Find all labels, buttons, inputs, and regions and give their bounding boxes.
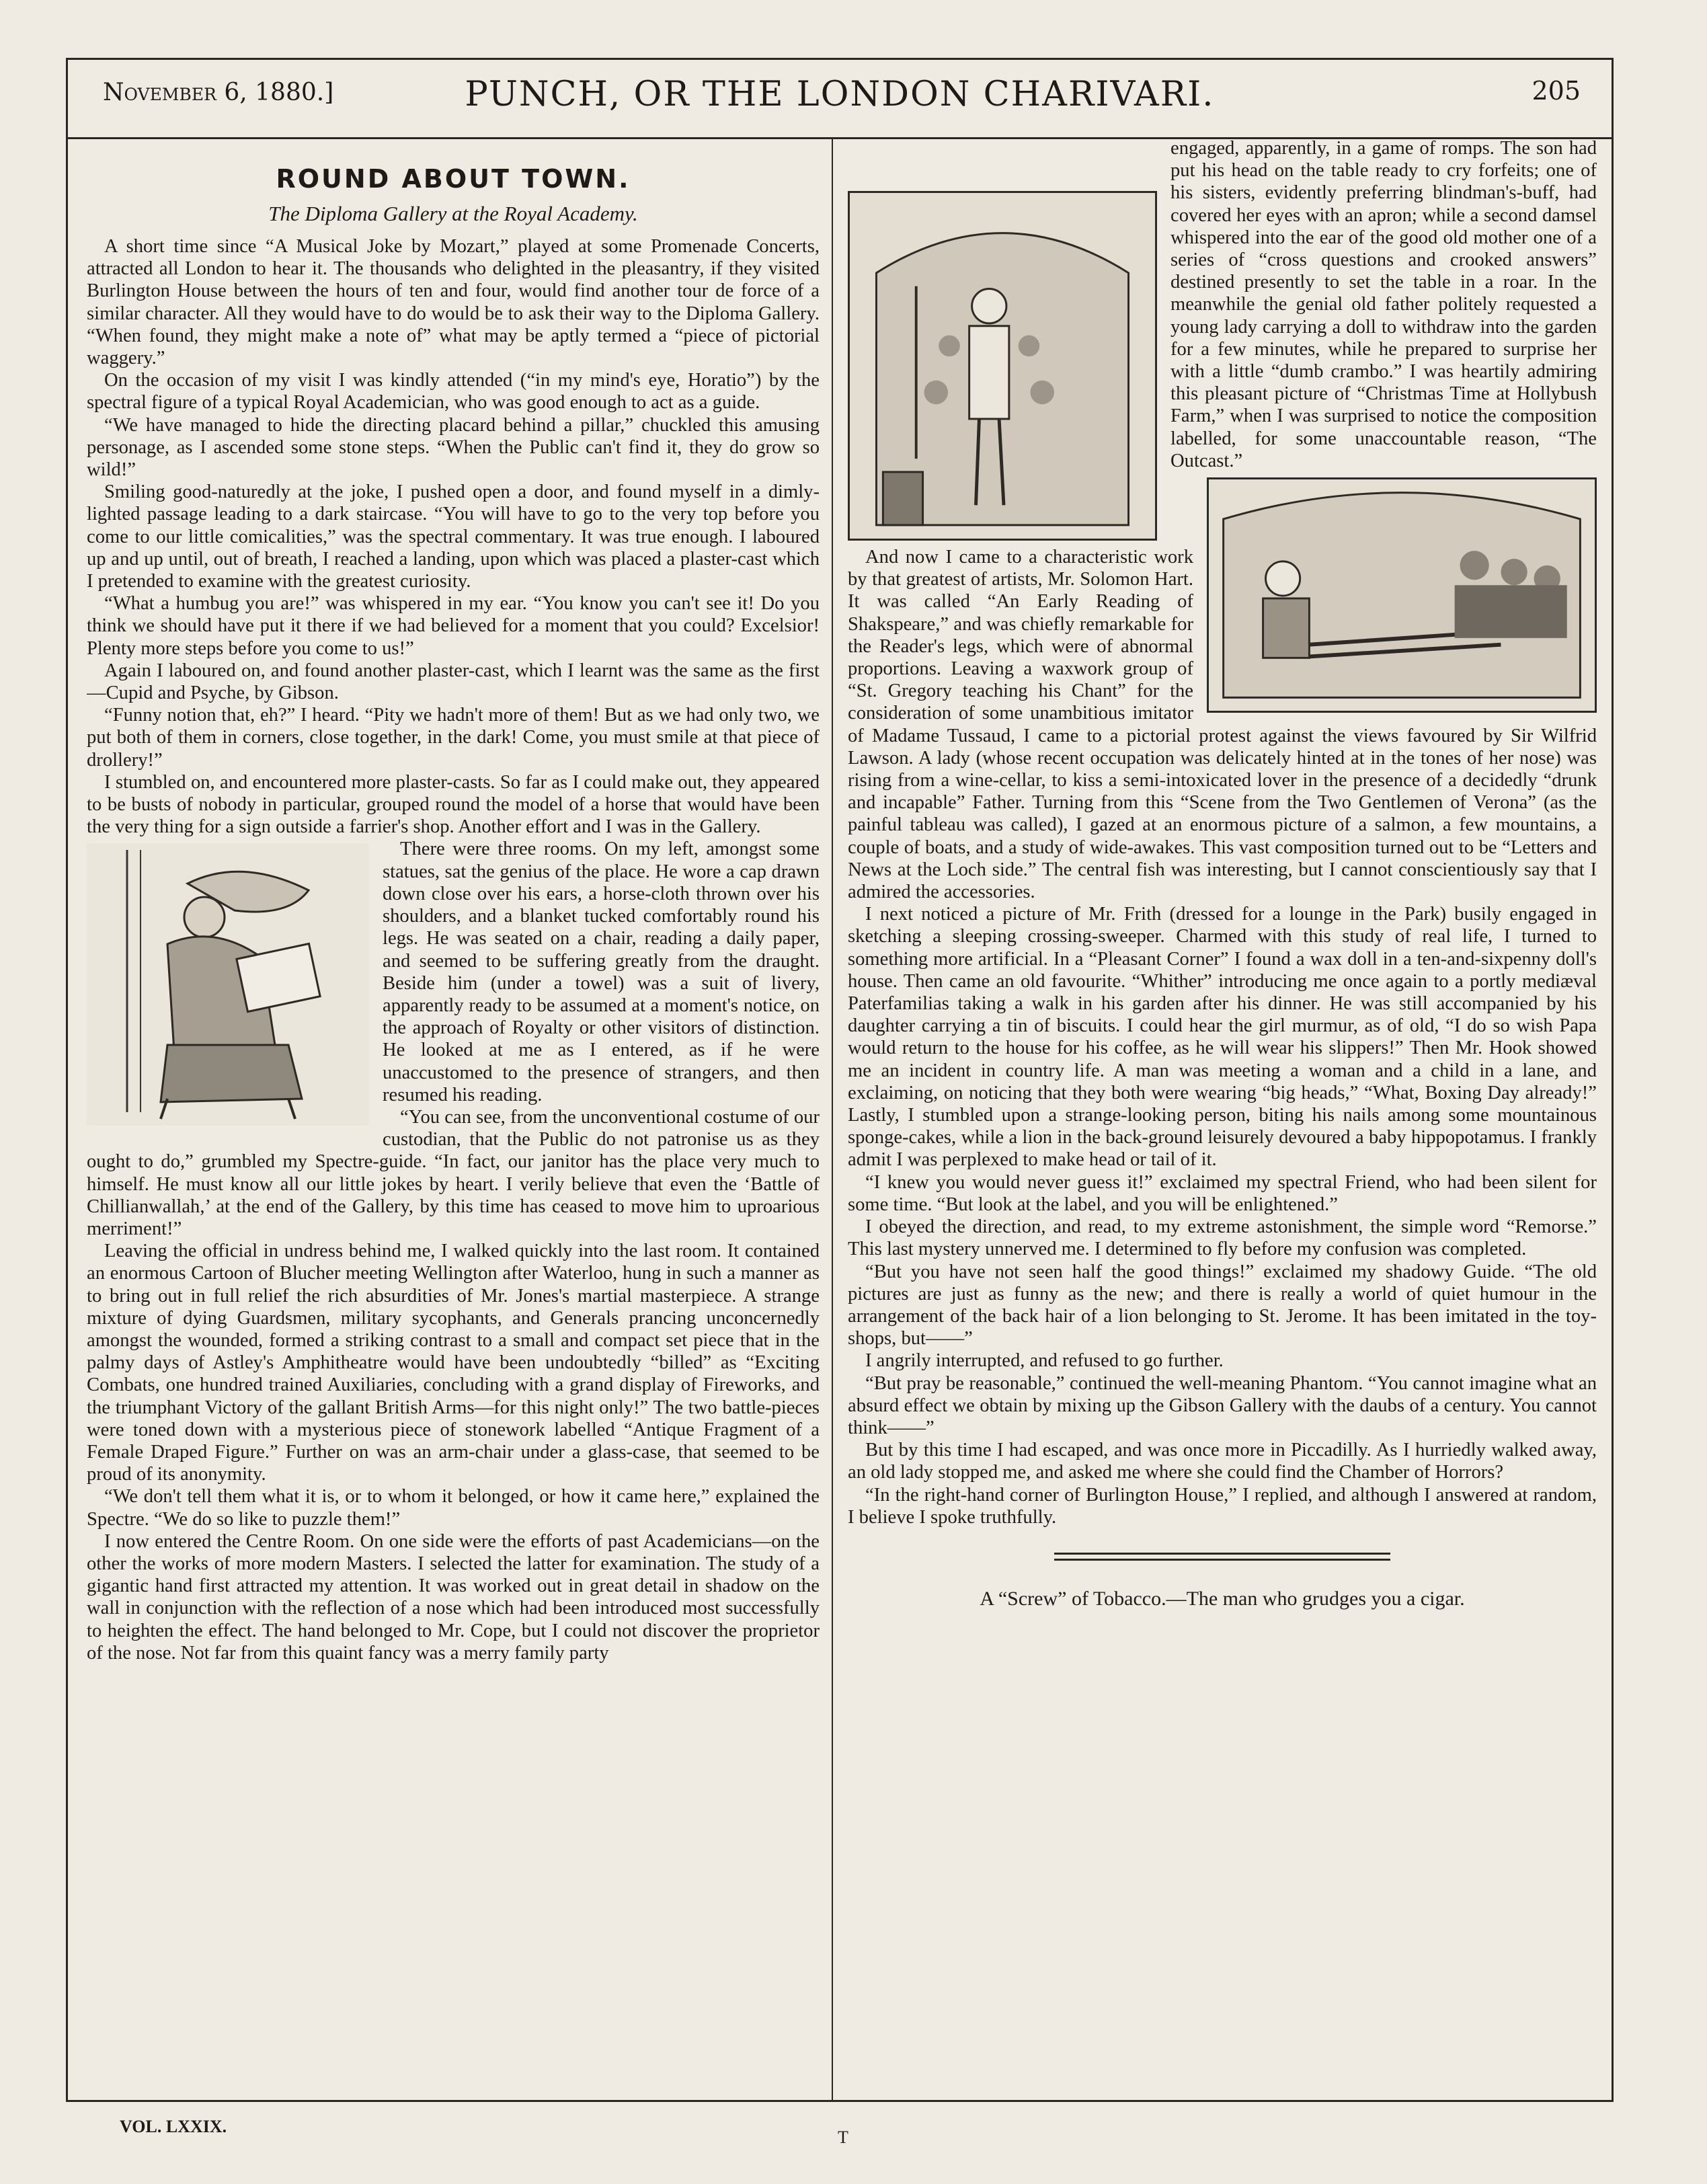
paragraph: “You can see, from the unconventional costume of our custodian, that the Public do not patronise us as they ought to do,” grumbled my Spectre-guide. “In fact, our janitor has the place very much to himself. He must know all our little jokes by heart. I verily believe that even the ‘Battle of Chillianwallah,’ at the end of the Gallery, by this time has ceased to move him to uproarious merriment!” <box>87 1106 820 1239</box>
left-column <box>87 137 820 2087</box>
column-rule <box>832 137 833 2100</box>
filler-paragraph: A “Screw” of Tobacco.—The man who grudges you a cigar. <box>980 1587 1465 1610</box>
page-frame <box>66 58 1614 2102</box>
paragraph: I next noticed a picture of Mr. Frith (dressed for a lounge in the Park) busily engaged in sketching a sleeping crossing-sweeper. Charmed with this study of real life, I turned to something more artificial. In a “Pleasant Corner” I found a wax doll in a ten-and-sixpenny doll's house. Then came an old favourite. “Whither” introducing me once again to a portly mediæval Paterfamilias taking a walk in his garden after his dinner. He was still accompanied by his daughter carrying a tin of biscuits. I could hear the girl murmur, as of old, “I do so wish Papa would return to the house for his coffee, as he will wear his slippers!” Then Mr. Hook showed me an incident in country life. A man was meeting a woman and a child in a lane, and exclaiming, on noticing that they both were wearing “big heads,” “What, Boxing Day already!” Lastly, I stumbled upon a strange-looking person, biting his nails among some mountainous sponge-cakes, while a lion in the back-ground leisurely devoured a baby hippopotamus. I frankly admit I was perplexed to make head or tail of it. <box>848 904 1597 1171</box>
paragraph: A short time since “A Musical Joke by Mozart,” played at some Promenade Concerts, attracted all London to hear it. The thousands who delighted in the pleasantry, if they visited Burlington House between the hours of ten and four, would find another tour de force of a similar character. All they would have to do would be to ask their way to the Diploma Gallery. “When found, they might make a note of” what may be aptly termed a “piece of pictorial waggery.” <box>87 236 820 369</box>
right-column <box>848 137 1597 2087</box>
janitor-sketch <box>87 843 369 1126</box>
paragraph: On the occasion of my visit I was kindly attended (“in my mind's eye, Horatio”) by the spectral figure of a typical Royal Academician, who was good enough to act as a guide. <box>87 370 820 414</box>
paragraph: I stumbled on, and encountered more plaster-casts. So far as I could make out, they appeared to be busts of nobody in particular, grouped round the model of a horse that would have been the very thing for a sign outside a farrier's shop. Another effort and I was in the Gallery. <box>87 771 820 838</box>
paragraph: “In the right-hand corner of Burlington House,” I replied, and although I answered at random, I believe I spoke truthfully. <box>848 1484 1597 1528</box>
paragraph: I angrily interrupted, and refused to go further. <box>865 1350 1224 1372</box>
paragraph: “What a humbug you are!” was whispered in my ear. “You know you can't see it! Do you think we should have put it there if we had believed for a moment that you could? Excelsior! Plenty more steps before you come to us!” <box>87 593 820 659</box>
signature-mark: T <box>838 2128 848 2147</box>
paragraph: I now entered the Centre Room. On one side were the efforts of past Academicians—on the other the works of more modern Masters. I selected the latter for examination. The study of a gigantic hand first attracted my attention. It was worked out in great detail in shadow on the wall in conjunction with the reflection of a nose which had been introduced most successfully to heighten the effect. The hand belonged to Mr. Cope, but I could not discover the proprietor of the nose. Not far from this quaint fancy was a merry family party <box>87 1530 820 1664</box>
family-party-illustration <box>848 191 1157 541</box>
paragraph: “But you have not seen half the good things!” exclaimed my shadowy Guide. “The old pictures are just as funny as the new; and there is really a world of quiet humour in the arrangement of the back hair of a lion belonging to St. Jerome. It has been imitated in the toy-shops, but——” <box>848 1261 1597 1350</box>
paragraph: I obeyed the direction, and read, to my extreme astonishment, the simple word “Remorse.” This last mystery unnerved me. I determined to fly before my confusion was completed. <box>848 1216 1597 1260</box>
separator-rule <box>1054 1559 1390 1561</box>
magazine-title: PUNCH, OR THE LONDON CHARIVARI. <box>465 75 1215 114</box>
paragraph: Leaving the official in undress behind me, I walked quickly into the last room. It contained an enormous Cartoon of Blucher meeting Wellington after Waterloo, hung in such a manner as to bring out in full relief the rich absurdities of Mr. Jones's martial masterpiece. A strange mixture of dying Guardsmen, military sycophants, and Generals prancing unconcernedly amongst the wounded, formed a striking contrast to a small and compact set piece that in the palmy days of Astley's Amphitheatre would have been undoubtedly “billed” as “Exciting Combats, one hundred trained Auxiliaries, concluding with a grand display of Fireworks, and the triumphant Victory of the gallant British Arms—for this night only!” The two battle-pieces were toned down with a mysterious piece of stonework labelled “Antique Fragment of a Female Draped Figure.” Further on was an arm-chair under a glass-case, that seemed to be proud of its anonymity. <box>87 1241 820 1485</box>
janitor-illustration <box>87 843 369 1126</box>
paragraph: “But pray be reasonable,” continued the well-meaning Phantom. “You cannot imagine what an absurd effect we obtain by mixing up the Gibson Gallery with the daubs of a century. You cannot think——” <box>848 1372 1597 1438</box>
reading-illustration <box>1207 477 1597 713</box>
article-subtitle: The Diploma Gallery at the Royal Academy. <box>268 202 638 225</box>
issue-date: November 6, 1880.] <box>103 79 334 106</box>
reading-sketch <box>1209 479 1595 711</box>
paragraph: “I knew you would never guess it!” exclaimed my spectral Friend, who had been silent for some time. “But look at the label, and you will be enlightened.” <box>848 1171 1597 1215</box>
paragraph: engaged, apparently, in a game of romps. The son had put his head on the table ready to cry forfeits; one of his sisters, evidently preferring blindman's-buff, had covered her eyes with an apron; while a second damsel whispered into the ear of the good old mother one of a series of “cross questions and crooked answers” destined presently to set the table in a roar. In the meanwhile the genial old father politely requested a young lady carrying a doll to withdraw into the garden for a few minutes, while he prepared to surprise her with a little “dumb crambo.” I was heartily admiring this pleasant picture of “Christmas Time at Hollybush Farm,” when I was surprised to notice the composition labelled, for some unaccountable reason, “The Outcast.” <box>1170 138 1597 471</box>
paragraph: Again I laboured on, and found another plaster-cast, which I learnt was the same as the first—Cupid and Psyche, by Gibson. <box>87 660 820 704</box>
article-title: ROUND ABOUT TOWN. <box>276 164 631 194</box>
paragraph: “Funny notion that, eh?” I heard. “Pity we hadn't more of them! But as we had only two, we put both of them in corners, close together, in the dark! Come, you must smile at that piece of drollery!” <box>87 705 820 771</box>
paragraph: There were three rooms. On my left, amongst some statues, sat the genius of the place. He wore a cap drawn down close over his ears, a horse-cloth thrown over his shoulders, and a blanket tucked comfortably round his legs. He was seated on a chair, reading a daily paper, and seemed to be suffering greatly from the draught. Beside him (under a towel) was a suit of livery, apparently ready to be assumed at a moment's notice, on the approach of Royalty or other visitors of distinction. He looked at me as I entered, as if he were unaccustomed to the presence of strangers, and then resumed his reading. <box>383 838 820 1105</box>
running-head <box>68 60 1612 139</box>
page-number: 205 <box>1532 76 1581 106</box>
paragraph: Smiling good-naturedly at the joke, I pushed open a door, and found myself in a dimly-lighted passage leading to a dark staircase. “You will have to go to the very top before you come to our little comicalities,” was the spectral commentary. It was true enough. I laboured up and up until, out of breath, I reached a landing, upon which was placed a plaster-cast which I pretended to examine with the greatest curiosity. <box>87 481 820 592</box>
paragraph: And now I came to a characteristic work by that greatest of artists, Mr. Solomon Hart. It was called “An Early Reading of Shakspeare,” and was chiefly remarkable for the Reader's legs, which were of abnormal proportions. Leaving a waxwork group of “St. Gregory teaching his Chant” for the consideration of some unambitious imitator of Madame Tussaud, I came to a pictorial protest against the views favoured by Sir Wilfrid Lawson. A lady (whose recent occupation was delicately hinted at in the tones of her nose) was rising from a wine-cellar, to kiss a semi-intoxicated lover in the presence of a decidedly “drunk and incapable” Father. Turning from this “Scene from the Two Gentlemen of Verona” (as the painful tableau was called), I gazed at an enormous picture of a salmon, a few mountains, a couple of boats, and a study of wide-awakes. This vast composition turned out to be “Letters and News at the Loch side.” The central fish was interesting, but I cannot conscientiously say that I admired the accessories. <box>848 547 1597 903</box>
family-party-sketch <box>850 193 1155 539</box>
volume-label: VOL. LXXIX. <box>120 2117 227 2136</box>
paragraph: But by this time I had escaped, and was once more in Piccadilly. As I hurriedly walked away, an old lady stopped me, and asked me where she could find the Chamber of Horrors? <box>848 1440 1597 1483</box>
paragraph: “We have managed to hide the directing placard behind a pillar,” chuckled this amusing personage, as I ascended some stone steps. “When the Public can't find it, they do grow so wild!” <box>87 414 820 481</box>
paragraph: “We don't tell them what it is, or to whom it belonged, or how it came here,” explained the Spectre. “We do so like to puzzle them!” <box>87 1486 820 1530</box>
separator-rule <box>1054 1553 1390 1555</box>
